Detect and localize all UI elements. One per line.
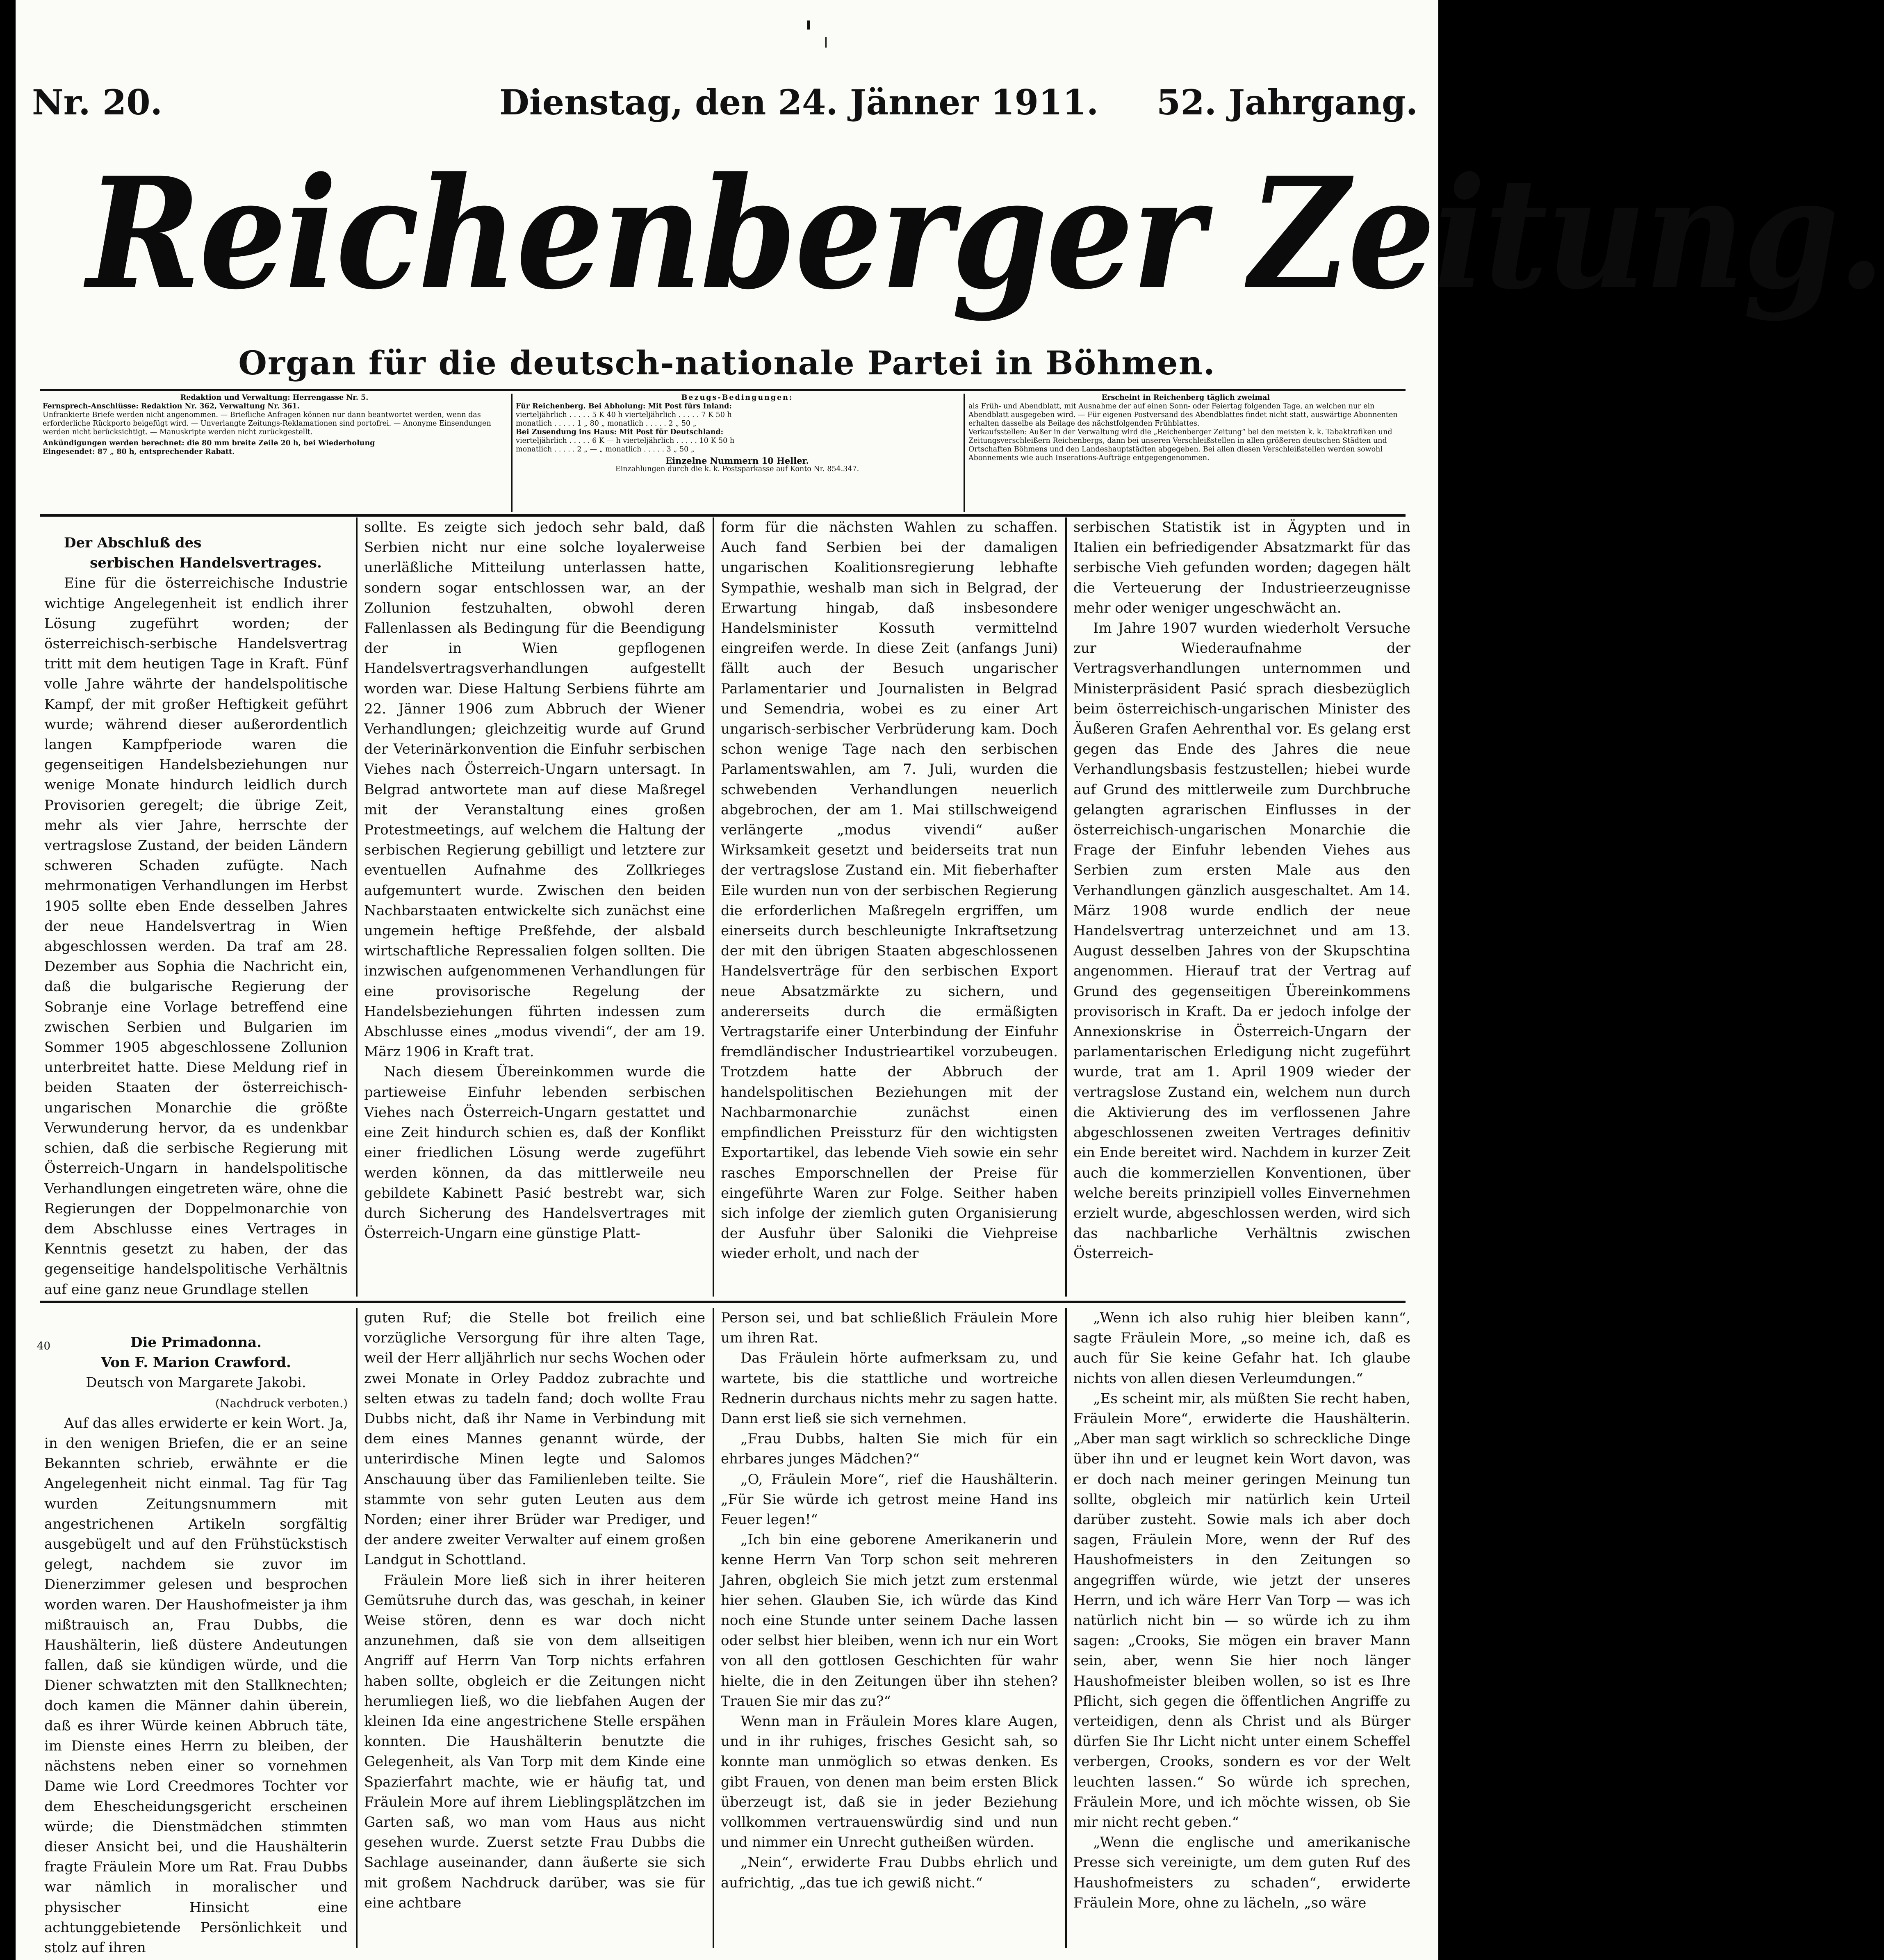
- column-rule: [356, 1308, 358, 1948]
- divider: [511, 394, 513, 512]
- feuilleton-author: Von F. Marion Crawford.: [101, 1354, 291, 1371]
- article-column-2: [364, 517, 705, 1297]
- terms-row: Bei Zusendung ins Haus: Mit Post für Deutschland:: [516, 428, 724, 436]
- feuilleton-paragraph: Wenn man in Fräulein Mores klare Augen, und in ihr ruhiges, frisches Gesicht sah, so konnte man unmöglich so etwas denken. Es gibt Frauen, von denen man beim ersten Blick überzeugt ist, daß sie in jeder Beziehung vollkommen vertrauenswürdig sind und nun und nimmer ein Unrecht gutheißen würden.: [721, 1713, 1058, 1851]
- article-paragraph: serbischen Statistik ist in Ägypten und in Italien ein befriedigender Absatzmarkt für das serbische Vieh gefunden worden; dagegen hält die Verteuerung der Industrieerzeugnisse mehr oder weniger ungeschwächt an.: [1073, 519, 1410, 616]
- terms-row: monatlich . . . . . 2 „ — „ monatlich . . . . . 3 „ 50 „: [516, 445, 695, 454]
- feuilleton-column-2: [364, 1308, 705, 1952]
- article-paragraph: form für die nächsten Wahlen zu schaffen. Auch fand Serbien bei der damaligen ungarischen Koalitionsregierung lebhafte Sympathie, weshalb man sich in Belgrad, der Erwartung hingab, daß insbesondere Handelsminister Kossuth vermittelnd eingreifen werde. In diese Zeit (anfangs Juni) fällt auch der Besuch ungarischer Parlamentarier und Journalisten in Belgrad und Semendria, wobei es zu einer Art ungarisch-serbischer Verbrüderung kam. Doch schon wenige Tage nach den serbischen Parlamentswahlen, am 7. Juli, wurden die schwebenden Verhandlungen neuerlich abgebrochen, der am 1. Mai stillschweigend verlängerte „modus vivendi“ außer Wirksamkeit gesetzt und beiderseits trat nun der vertragslose Zustand ein. Mit fieberhafter Eile wurden nun von der serbischen Regierung die erforderlichen Maßregeln ergriffen, um einerseits durch beschleunigte Inkraftsetzung der mit den übrigen Staaten abgeschlossenen Handelsverträge für den serbischen Export neue Absatzmärkte zu sichern, und andererseits durch die ermäßigten Vertragstarife einer Unterbindung der Einfuhr fremdländischer Industrieartikel vorzubeugen. Trotzdem hatte der Abbruch der handelspolitischen Beziehungen mit der Nachbarmonarchie zunächst einen empfindlichen Preissturz für den wichtigsten Exportartikel, das lebende Vieh sowie ein sehr rasches Emporschnellen der Preise für eingeführte Waren zur Folge. Seither haben sich infolge der ziemlich guten Organisierung der Ausfuhr über Saloniki die Viehpreise wieder erholt, und nach der: [721, 519, 1058, 1262]
- terms-row: vierteljährlich . . . . . 6 K — h vierteljährlich . . . . . 10 K 50 h: [516, 437, 735, 445]
- feuilleton-translator: Deutsch von Margarete Jakobi.: [86, 1374, 306, 1391]
- article-paragraph: Nach diesem Übereinkommen wurde die partieweise Einfuhr lebenden serbischen Viehes nach Österreich-Ungarn gestattet und eine Zeit hindurch schien es, daß der Konflikt einer friedlichen Lösung werde zugeführt werden können, da das mittlerweile neu gebildete Kabinett Pasić bestrebt war, sich durch Sicherung des Handelsvertrages mit Österreich-Ungarn eine günstige Platt-: [364, 1064, 705, 1242]
- feuilleton-paragraph: „O, Fräulein More“, rief die Haushälterin. „Für Sie würde ich getrost meine Hand ins Feuer legen!“: [721, 1471, 1058, 1528]
- feuilleton-paragraph: „Frau Dubbs, halten Sie mich für ein ehrbares junges Mädchen?“: [721, 1431, 1058, 1468]
- column-rule: [713, 1308, 714, 1948]
- feuilleton-paragraph: „Nein“, erwiderte Frau Dubbs ehrlich und aufrichtig, „das tue ich gewiß nicht.“: [721, 1854, 1058, 1891]
- section-rule: [40, 1301, 1406, 1303]
- dateline: [32, 82, 1426, 127]
- feuilleton-paragraph: „Wenn die englische und amerikanische Presse sich vereinigte, um dem guten Ruf des Haushofmeisters zu schaden“, erwiderte Fräulein More, ohne zu lächeln, „so wäre: [1073, 1834, 1410, 1911]
- editorial-phone: Fernsprech-Anschlüsse: Redaktion Nr. 362, Verwaltung Nr. 361.: [43, 402, 300, 410]
- print-mark: [807, 21, 810, 30]
- article-paragraph: Im Jahre 1907 wurden wiederholt Versuche zur Wiederaufnahme der Vertragsverhandlungen unternommen und Ministerpräsident Pasić sprach diesbezüglich beim österreichisch-ungarischen Minister des Äußeren Grafen Aehrenthal vor. Es gelang erst gegen das Ende des Jahres die neue Verhandlungsbasis festzustellen; hiebei wurde auf Grund des mittlerweile zum Durchbruche gelangten agrarischen Einflusses in der österreichisch-ungarischen Monarchie die Frage der Einfuhr lebenden Viehes aus Serbien zum ersten Male aus den Verhandlungen gänzlich ausgeschaltet. Am 14. März 1908 wurde endlich der neue Handelsvertrag unterzeichnet und am 13. August desselben Jahres von der Skupschtina angenommen. Hierauf trat der Vertrag auf Grund des gegenseitigen Übereinkommens provisorisch in Kraft. Da er jedoch infolge der Annexionskrise in Österreich-Ungarn der parlamentarischen Erledigung nicht zugeführt wurde, trat am 1. April 1909 wieder der vertragslose Zustand ein, welchem nun durch die Aktivierung des im verflossenen Jahre abgeschlossenen zweiten Vertrages definitiv ein Ende bereitet wird. Nachdem in kurzer Zeit auch die kommerziellen Konventionen, über welche bereits prinzipiell volles Einvernehmen erzielt wurde, abgeschlossen werden, wird sich das nachbarliche Verhältnis zwischen Österreich-: [1073, 620, 1410, 1262]
- feuilleton-paragraph: Das Fräulein hörte aufmerksam zu, und wartete, bis die stattliche und wortreiche Rednerin durchaus nichts mehr zu sagen hatte. Dann erst ließ sie sich vernehmen.: [721, 1350, 1058, 1427]
- feuilleton-paragraph: guten Ruf; die Stelle bot freilich eine vorzügliche Versorgung für ihre alten Tage, weil der Herr alljährlich nur sechs Wochen oder zwei Monate in Orley Paddoz zubrachte und selten etwas zu tadeln fand; doch wollte Frau Dubbs nicht, daß ihr Name in Verbindung mit dem eines Mannes genannt würde, der unterirdische Minen legte und Salomos Anschauung über das Familienleben teilte. Sie stammte von sehr guten Leuten aus dem Norden; einer ihrer Brüder war Prediger, und der andere zweiter Verwalter auf einem großen Landgut in Schottland.: [364, 1310, 705, 1568]
- sales-points: Verkaufsstellen: Außer in der Verwaltung wird die „Reichenberger Zeitung“ bei den meisten k. k. Tabaktrafiken und Zeitungsverschleißern Reichenbergs, dann bei unseren Verschleißstellen in allen größeren deutschen Städten und Ortschaften Böhmens und den Landeshauptstädten abgegeben. Bei allen diesen Verschleißstellen werden sowohl Abonnements wie auch Inserations-Aufträge entgegengenommen.: [968, 428, 1392, 462]
- editorial-info: [43, 394, 506, 512]
- print-mark: [825, 37, 827, 48]
- divider: [964, 394, 965, 512]
- feuilleton-paragraph: „Wenn ich also ruhig hier bleiben kann“, sagte Fräulein More, „so meine ich, daß es auch für Sie keine Gefahr hat. Ich glaube nichts von allen diesen Verleumdungen.“: [1073, 1310, 1410, 1387]
- article-title: Der Abschluß des: [64, 535, 202, 551]
- terms-row: Für Reichenberg. Bei Abholung: Mit Post fürs Inland:: [516, 402, 732, 410]
- feuilleton-paragraph: Auf das alles erwiderte er kein Wort. Ja, in den wenigen Briefen, die er an seine Bekannten schrieb, erwähnte er die Angelegenheit nicht einmal. Tag für Tag wurden Zeitungsnummern mit angestrichenen Artikeln sorgfältig ausgebügelt und auf den Frühstückstisch gelegt, nachdem sie zuvor im Dienerzimmer gelesen und besprochen worden waren. Der Haushofmeister ja ihm mißtrauisch an, Frau Dubbs, die Haushälterin, ließ düstere Andeutungen fallen, daß sie kündigen würde, und die Diener schwatzten mit den Stallknechten; doch kamen die Männer dahin überein, daß es ihrer Würde keinen Abbruch täte, im Dienste eines Herrn zu bleiben, der nächstens neben einer so vornehmen Dame wie Lord Creedmores Tochter vor dem Ehescheidungsgericht erscheinen würde; die Dienstmädchen stimmten dieser Ansicht bei, und die Haushälterin fragte Fräulein More um Rat. Frau Dubbs war nämlich in moralischer und physischer Hinsicht eine achtunggebietende Persönlichkeit und stolz auf ihren: [44, 1415, 348, 1956]
- column-rule: [713, 517, 714, 1297]
- column-rule: [1065, 517, 1067, 1297]
- publication-schedule-title: Erscheint in Reichenberg täglich zweimal: [1101, 394, 1270, 402]
- editorial-notice: Unfrankierte Briefe werden nicht angenommen. — Briefliche Anfragen können nur dann beantwortet werden, wenn das erforderliche Rückporto beigefügt wird. — Unverlangte Zeitungs-Reklamationen sind portofrei. — Anonyme Einsendungen werden nicht berücksichtigt. — Manuskripte werden nicht zurückgestellt.: [43, 411, 491, 436]
- feuilleton-title: Die Primadonna.: [130, 1334, 262, 1351]
- terms-row: monatlich . . . . . 1 „ 80 „ monatlich . . . . . 2 „ 50 „: [516, 419, 697, 428]
- feuilleton-column-1: [44, 1333, 348, 1956]
- single-issue-price: Einzelne Nummern 10 Heller.: [665, 456, 809, 466]
- subscription-terms: [516, 394, 959, 512]
- column-rule: [1065, 1308, 1067, 1948]
- ad-rates-2: Eingesendet: 87 „ 80 h, entsprechender Rabatt.: [43, 448, 235, 456]
- terms-title: Bezugs-Bedingungen:: [681, 394, 793, 402]
- issue-number: Nr. 20.: [32, 82, 162, 123]
- article-subtitle: serbischen Handelsvertrages.: [90, 555, 322, 572]
- installment-number: 40: [37, 1340, 51, 1352]
- publication-info: [968, 394, 1403, 512]
- feuilleton-paragraph: „Es scheint mir, als müßten Sie recht haben, Fräulein More“, erwiderte die Haushälterin. „Aber man sagt wirklich so schreckliche Dinge über ihn und er leugnet kein Wort davon, was er doch nach meiner geringen Meinung tun sollte, obgleich mir natürlich kein Urteil darüber zusteht. Sowie mals ich aber doch sagen, Fräulein More, wenn der Ruf des Haushofmeisters in den Zeitungen so angegriffen würde, wie jetzt der unseres Herrn, und ich wäre Herr Van Torp — was ich natürlich nicht bin — so würde ich zu ihm sagen: „Crooks, Sie mögen ein braver Mann sein, aber, wenn Sie hier noch länger Haushofmeister bleiben wollen, so ist es Ihre Pflicht, sich gegen die öffentlichen Angriffe zu verteidigen, denn als Christ und als Bürger dürfen Sie Ihr Licht nicht unter einem Scheffel verbergen, Crooks, sondern es vor der Welt leuchten lassen.“ So würde ich sprechen, Fräulein More, und ich möchte wissen, ob Sie mir nicht recht geben.“: [1073, 1390, 1410, 1831]
- volume-number: 52. Jahrgang.: [1156, 82, 1418, 123]
- article-paragraph: Eine für die österreichische Industrie wichtige Angelegenheit ist endlich ihrer Lösung zugeführt worden; der österreichisch-serbische Handelsvertrag tritt mit dem heutigen Tage in Kraft. Fünf volle Jahre währte der handelspolitische Kampf, der mit großer Heftigkeit geführt wurde; während dieser außerordentlich langen Kampfperiode waren die gegenseitigen Handelsbeziehungen nur wenige Monate hindurch leidlich durch Provisorien geregelt; die übrige Zeit, mehr als vier Jahre, herrschte der vertragslose Zustand, der beiden Ländern schweren Schaden zufügte. Nach mehrmonatigen Verhandlungen im Herbst 1905 sollte eben Ende desselben Jahres der neue Handelsvertrag in Wien abgeschlossen werden. Da traf am 28. Dezember aus Sophia die Nachricht ein, daß die bulgarische Regierung der Sobranje eine Vorlage betreffend eine zwischen Serbien und Bulgarien im Sommer 1905 abgeschlossene Zollunion unterbreitet hatte. Diese Meldung rief in beiden Staaten der österreichisch-ungarischen Monarchie die größte Verwunderung hervor, da es undenkbar schien, daß die serbische Regierung mit Österreich-Ungarn in handelspolitische Verhandlungen eingetreten wäre, ohne die Regierungen der Doppelmonarchie von dem Abschlusse eines Vertrages in Kenntnis gesetzt zu haben, der das gegenseitige handelspolitische Verhältnis auf eine ganz neue Grundlage stellen: [44, 575, 348, 1298]
- feuilleton-column-4: [1073, 1308, 1410, 1952]
- reprint-notice: (Nachdruck verboten.): [215, 1396, 348, 1410]
- editorial-address: Redaktion und Verwaltung: Herrengasse Nr. 5.: [180, 394, 369, 402]
- subscription-info-box: [40, 389, 1406, 517]
- newspaper-title: Reichenberger Zeitung.: [87, 144, 1884, 323]
- feuilleton-column-3: [721, 1308, 1058, 1952]
- terms-row: vierteljährlich . . . . . 5 K 40 h vierteljährlich . . . . . 7 K 50 h: [516, 411, 732, 419]
- feuilleton-paragraph: Fräulein More ließ sich in ihrer heiteren Gemütsruhe durch das, was geschah, in keiner Weise stören, denn es war doch nicht anzunehmen, daß sie von dem allseitigen Angriff auf Herrn Van Torp nichts erfahren haben sollte, obgleich er die Zeitungen nicht herumliegen ließ, wo die liebfahen Augen der kleinen Ida eine angestrichene Stelle erspähen konnten. Die Haushälterin benutzte die Gelegenheit, als Van Torp mit dem Kinde eine Spazierfahrt machte, wie er häufig tat, und Fräulein More auf ihrem Lieblingsplätzchen im Garten saß, wo man vom Haus aus nicht gesehen wurde. Zuerst setzte Frau Dubbs die Sachlage auseinander, dann äußerte sie sich mit großem Nachdruck darüber, was sie für eine achtbare: [364, 1572, 705, 1911]
- article-column-1: [44, 533, 348, 1296]
- newspaper-subtitle: Organ für die deutsch-nationale Partei in Böhmen.: [238, 344, 1216, 382]
- ad-rates: Ankündigungen werden berechnet: die 80 mm breite Zeile 20 h, bei Wiederholung: [43, 439, 375, 447]
- article-paragraph: sollte. Es zeigte sich jedoch sehr bald, daß Serbien nicht nur eine solche loyalerweise unerläßliche Mitteilung unterlassen hatte, sondern sogar entschlossen war, an der Zollunion festzuhalten, obwohl deren Fallenlassen als Bedingung für die Beendigung der in Wien gepflogenen Handelsvertragsverhandlungen aufgestellt worden war. Diese Haltung Serbiens führte am 22. Jänner 1906 zum Abbruch der Wiener Verhandlungen; gleichzeitig wurde auf Grund der Veterinärkonvention die Einfuhr serbischen Viehes nach Österreich-Ungarn untersagt. In Belgrad antwortete man auf diese Maßregel mit der Veranstaltung eines großen Protestmeetings, auf welchem die Haltung der serbischen Regierung gebilligt und letztere zur eventuellen Aufnahme des Zollkrieges aufgemuntert wurde. Zwischen den beiden Nachbarstaaten entwickelte sich zunächst eine ungemein heftige Preßfehde, der alsbald wirtschaftliche Repressalien folgen sollten. Die inzwischen aufgenommenen Verhandlungen für eine provisorische Regelung der Handelsbeziehungen führten indessen zum Abschlusse eines „modus vivendi“, der am 19. März 1906 in Kraft trat.: [364, 519, 705, 1060]
- payment-info: Einzahlungen durch die k. k. Postsparkasse auf Konto Nr. 854.347.: [615, 465, 859, 473]
- newspaper-page: [16, 0, 1884, 1960]
- feuilleton-paragraph: Person sei, und bat schließlich Fräulein More um ihren Rat.: [721, 1310, 1058, 1347]
- feuilleton-paragraph: „Ich bin eine geborene Amerikanerin und kenne Herrn Van Torp schon seit mehreren Jahren, obgleich Sie mich jetzt zum erstenmal hier sehen. Glauben Sie, ich würde das Kind noch eine Stunde unter seinem Dache lassen oder selbst hier bleiben, wenn ich nur ein Wort von all den gottlosen Geschichten für wahr hielte, die in den Zeitungen über ihn stehen? Trauen Sie mir das zu?“: [721, 1532, 1058, 1709]
- publication-schedule: als Früh- und Abendblatt, mit Ausnahme der auf einen Sonn- oder Feiertag folgenden Tage, an welchen nur ein Abendblatt ausgegeben wird. — Für eigenen Postversand des Abendblattes findet nicht statt, auswärtige Abonnenten erhalten dasselbe als Beilage des nächstfolgenden Frühblattes.: [968, 402, 1398, 428]
- article-column-4: [1073, 517, 1410, 1297]
- column-rule: [356, 517, 358, 1297]
- article-column-3: [721, 517, 1058, 1297]
- issue-date: Dienstag, den 24. Jänner 1911.: [499, 82, 1099, 123]
